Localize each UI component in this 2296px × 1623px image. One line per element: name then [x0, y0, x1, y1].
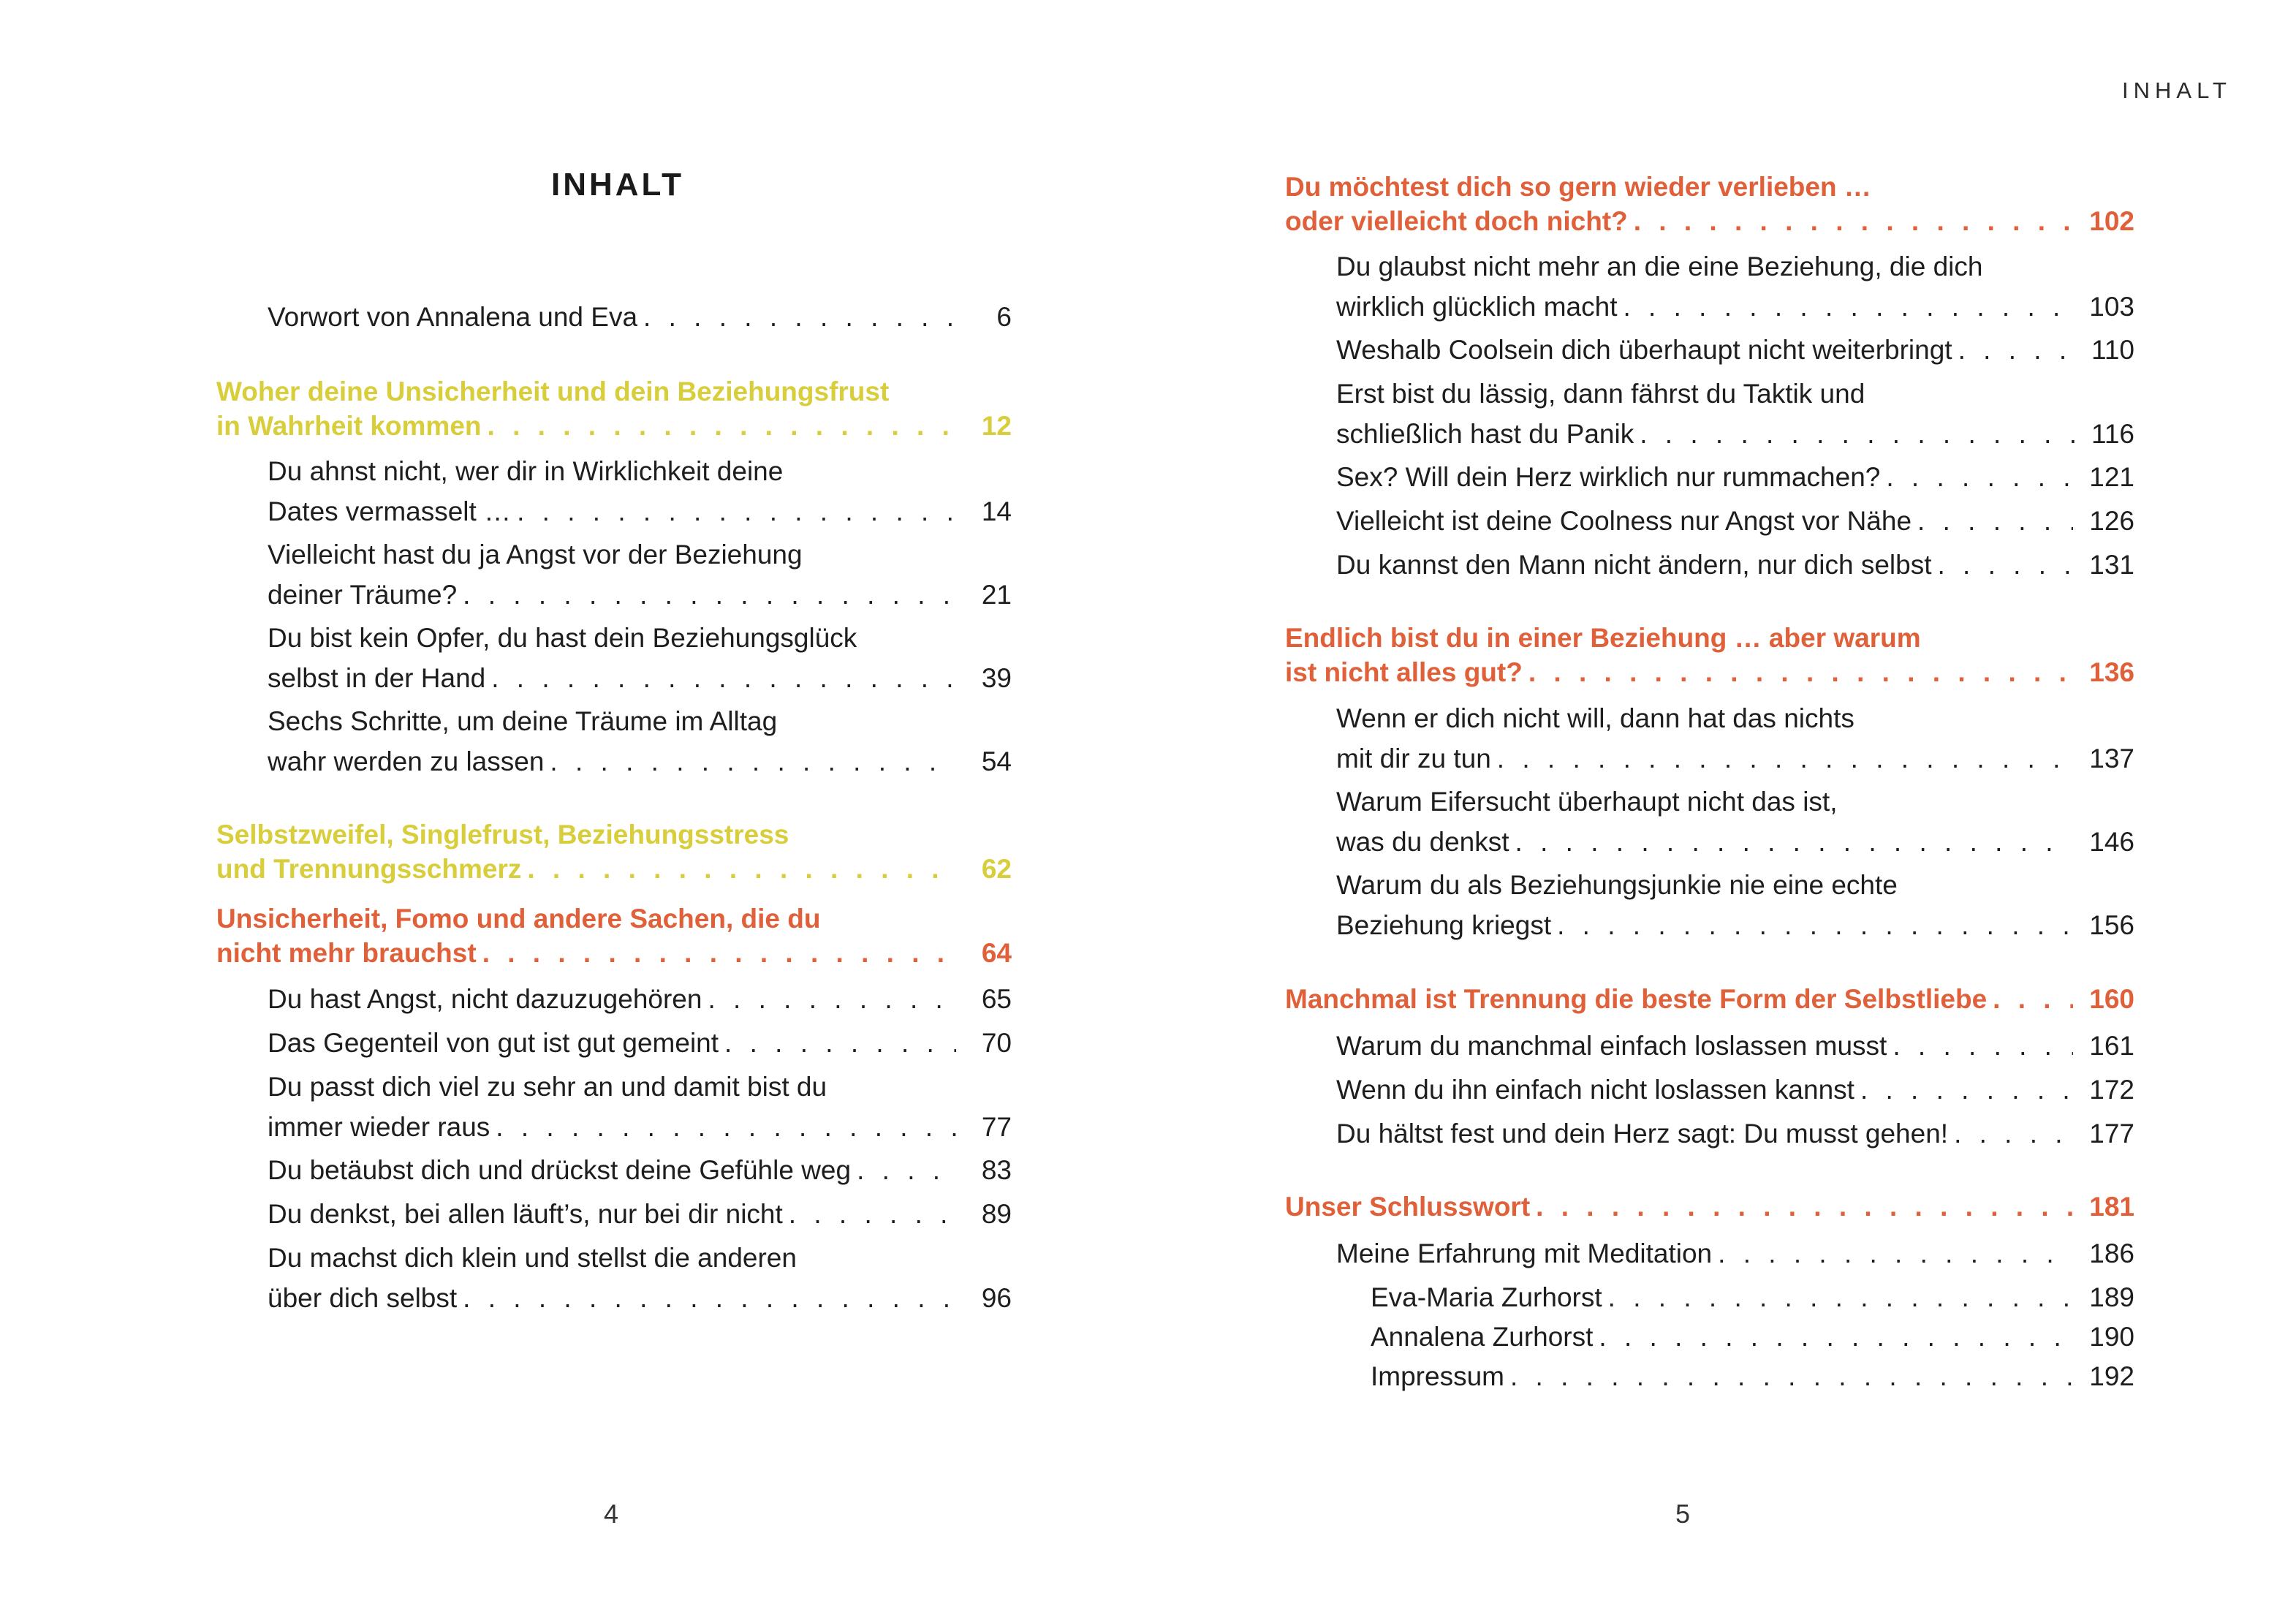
toc-page-number: 12	[981, 411, 1012, 441]
toc-page-number: 70	[981, 1028, 1012, 1058]
toc-section-1	[216, 371, 1012, 446]
toc-entry-text: Sex? Will dein Herz wirklich nur rummachen?	[1336, 462, 1881, 492]
toc-section-2	[216, 814, 1012, 889]
toc-page-number: 189	[2089, 1282, 2134, 1312]
toc-chapter-1	[216, 898, 1012, 973]
toc-entry-text: Sechs Schritte, um deine Träume im Alltag	[268, 706, 778, 736]
toc-page-number: 110	[2091, 335, 2134, 365]
leader-dots	[1948, 1113, 2073, 1154]
toc-entry-text: Du passt dich viel zu sehr an und damit bist du	[268, 1072, 827, 1102]
toc-entry-text: Weshalb Coolsein dich überhaupt nicht weiterbringt	[1336, 335, 1952, 365]
toc-entry-text: Dates vermasselt …	[268, 496, 512, 526]
toc-entry-text: Warum du manchmal einfach loslassen musst	[1336, 1031, 1887, 1061]
toc-entry	[268, 1150, 1012, 1190]
toc-page-number: 131	[2089, 550, 2134, 580]
toc-entry-text: Wenn du ihn einfach nicht loslassen kannst	[1336, 1075, 1854, 1105]
toc-chapter-5	[1285, 1187, 2134, 1227]
toc-entry-text: schließlich hast du Panik	[1336, 419, 1634, 449]
toc-entry	[1336, 330, 2134, 370]
toc-page-number: 6	[996, 302, 1012, 332]
toc-page-number: 77	[981, 1112, 1012, 1142]
toc-page-number: 65	[981, 984, 1012, 1014]
toc-entry	[1371, 1277, 2134, 1317]
toc-entry	[268, 451, 1012, 531]
toc-entry-text: Du bist kein Opfer, du hast dein Beziehungsglück	[268, 623, 857, 653]
leader-dots	[1551, 905, 2073, 945]
toc-entry-text: Vorwort von Annalena und Eva	[268, 302, 638, 332]
toc-entry	[268, 1023, 1012, 1063]
toc-entry-text: Du ahnst nicht, wer dir in Wirklichkeit deine	[268, 456, 784, 486]
leader-dots	[1618, 287, 2074, 327]
toc-page-number: 146	[2089, 827, 2134, 857]
toc-entry	[1336, 1113, 2134, 1154]
leader-dots	[485, 658, 956, 698]
toc-entry-text: Manchmal ist Trennung die beste Form der Selbstliebe	[1285, 984, 1988, 1014]
toc-entry	[1371, 1356, 2134, 1396]
toc-entry-text: Unser Schlusswort	[1285, 1192, 1531, 1222]
toc-entry	[1336, 457, 2134, 497]
toc-entry-text: Du glaubst nicht mehr an die eine Beziehung, die dich	[1336, 251, 1983, 281]
leader-dots	[490, 1107, 956, 1147]
toc-entry	[1336, 246, 2134, 327]
toc-entry-text: Endlich bist du in einer Beziehung … aber warum	[1285, 623, 1921, 653]
leader-dots	[1491, 738, 2073, 779]
leader-dots	[1912, 501, 2073, 541]
toc-page-number: 181	[2089, 1192, 2134, 1222]
toc-entry-text: Du machst dich klein und stellst die anderen	[268, 1243, 797, 1273]
running-head: INHALT	[2122, 77, 2232, 103]
toc-entry-text: Woher deine Unsicherheit und dein Beziehungsfrust	[216, 377, 890, 406]
leader-dots	[1712, 1233, 2073, 1274]
leader-dots	[1854, 1070, 2073, 1110]
toc-entry	[1336, 1026, 2134, 1066]
toc-entry-text: Du denkst, bei allen läuft’s, nur bei dir nicht	[268, 1199, 783, 1229]
toc-page-number: 160	[2089, 984, 2134, 1014]
leader-dots	[1880, 457, 2073, 497]
toc-page-number: 137	[2089, 744, 2134, 773]
toc-entry	[1336, 545, 2134, 585]
toc-entry-text: immer wieder raus	[268, 1112, 490, 1142]
toc-entry-text: Erst bist du lässig, dann fährst du Taktik und	[1336, 379, 1865, 409]
leader-dots	[1530, 1187, 2073, 1227]
toc-page-number: 156	[2089, 910, 2134, 940]
toc-entry-text: selbst in der Hand	[268, 663, 486, 693]
toc-entry-text: Warum du als Beziehungsjunkie nie eine echte	[1336, 870, 1898, 900]
toc-entry-text: Impressum	[1371, 1361, 1504, 1391]
toc-page-number: 103	[2089, 292, 2134, 322]
toc-entry-text: Unsicherheit, Fomo und andere Sachen, die du	[216, 904, 821, 934]
toc-entry-text: mit dir zu tun	[1336, 744, 1491, 773]
toc-page-number: 39	[981, 663, 1012, 693]
toc-entry-text: Vielleicht hast du ja Angst vor der Beziehung	[268, 540, 803, 570]
toc-page-number: 190	[2089, 1322, 2134, 1352]
leader-dots	[719, 1023, 956, 1063]
toc-entry	[1336, 1070, 2134, 1110]
toc-entry-text: Das Gegenteil von gut ist gut gemeint	[268, 1028, 719, 1058]
toc-entry-text: Meine Erfahrung mit Meditation	[1336, 1238, 1713, 1268]
toc-entry	[268, 1238, 1012, 1318]
leader-dots	[544, 741, 956, 782]
leader-dots	[1523, 652, 2073, 692]
toc-entry-text: deiner Träume?	[268, 580, 458, 610]
leader-dots	[1593, 1317, 2073, 1357]
leader-dots	[1932, 545, 2074, 585]
toc-entry	[1371, 1317, 2134, 1357]
toc-chapter-3	[1285, 618, 2134, 692]
toc-entry-text: Du kannst den Mann nicht ändern, nur dich selbst	[1336, 550, 1932, 580]
leader-dots	[1602, 1277, 2074, 1317]
leader-dots	[1987, 979, 2073, 1019]
page-number: 4	[604, 1499, 619, 1529]
toc-page-number: 121	[2089, 462, 2134, 492]
toc-entry	[1336, 501, 2134, 541]
toc-page-number: 89	[981, 1199, 1012, 1229]
page-title: INHALT	[550, 167, 685, 203]
toc-page-number: 172	[2089, 1075, 2134, 1105]
leader-dots	[783, 1194, 956, 1234]
toc-entry-text: Annalena Zurhorst	[1371, 1322, 1594, 1352]
toc-entry-text: was du denkst	[1336, 827, 1509, 857]
toc-entry-text: Beziehung kriegst	[1336, 910, 1552, 940]
toc-entry-text: Du hast Angst, nicht dazuzugehören	[268, 984, 702, 1014]
toc-entry-text: wirklich glücklich macht	[1336, 292, 1618, 322]
toc-entry	[268, 534, 1012, 615]
toc-entry-text: wahr werden zu lassen	[268, 746, 545, 776]
toc-page-number: 14	[981, 496, 1012, 526]
toc-page-number: 116	[2091, 419, 2134, 449]
leader-dots	[702, 979, 956, 1019]
toc-page-number: 161	[2089, 1031, 2134, 1061]
toc-entry-text: Warum Eifersucht überhaupt nicht das ist,	[1336, 787, 1838, 817]
toc-entry-text: und Trennungsschmerz	[216, 854, 522, 884]
toc-page-number: 186	[2089, 1238, 2134, 1268]
toc-page-number: 192	[2089, 1361, 2134, 1391]
leader-dots	[511, 491, 956, 531]
leader-dots	[1504, 1356, 2073, 1396]
toc-entry-text: Vielleicht ist deine Coolness nur Angst vor Nähe	[1336, 506, 1912, 536]
toc-page-number: 136	[2089, 657, 2134, 687]
toc-page-number: 21	[981, 580, 1012, 610]
toc-chapter-2	[1285, 167, 2134, 241]
toc-entry-text: Du hältst fest und dein Herz sagt: Du musst gehen!	[1336, 1119, 1949, 1149]
toc-entry-text: Selbstzweifel, Singlefrust, Beziehungsstress	[216, 820, 789, 850]
toc-entry-text: Wenn er dich nicht will, dann hat das nichts	[1336, 703, 1854, 733]
toc-page-number: 64	[981, 938, 1012, 968]
toc-page-number: 102	[2089, 206, 2134, 236]
toc-entry	[268, 618, 1012, 698]
leader-dots	[457, 575, 956, 615]
leader-dots	[477, 933, 956, 973]
toc-entry-text: nicht mehr brauchst	[216, 938, 477, 968]
leader-dots	[457, 1278, 956, 1318]
toc-entry-text: oder vielleicht doch nicht?	[1285, 206, 1628, 236]
leader-dots	[482, 406, 956, 446]
toc-entry	[1336, 1233, 2134, 1274]
leader-dots	[1887, 1026, 2073, 1066]
page-number: 5	[1675, 1499, 1691, 1529]
leader-dots	[1952, 330, 2075, 370]
toc-entry	[268, 1067, 1012, 1147]
leader-dots	[1628, 201, 2074, 241]
toc-page-number: 126	[2089, 506, 2134, 536]
toc-entry	[1336, 865, 2134, 945]
toc-entry	[268, 979, 1012, 1019]
leader-dots	[851, 1150, 956, 1190]
toc-entry-text: in Wahrheit kommen	[216, 411, 482, 441]
toc-page-number: 62	[981, 854, 1012, 884]
toc-page-number: 54	[981, 746, 1012, 776]
right-page	[1148, 0, 2296, 1623]
toc-entry-text: Du möchtest dich so gern wieder verlieben …	[1285, 172, 1871, 202]
toc-page-number: 177	[2089, 1119, 2134, 1149]
toc-entry-text: ist nicht alles gut?	[1285, 657, 1523, 687]
toc-entry	[1336, 782, 2134, 862]
leader-dots	[637, 297, 956, 337]
toc-chapter-4	[1285, 979, 2134, 1019]
leader-dots	[1634, 414, 2075, 454]
toc-page-number: 96	[981, 1283, 1012, 1313]
toc-entry	[1336, 698, 2134, 779]
leader-dots	[1509, 822, 2074, 862]
toc-entry-foreword	[268, 297, 1012, 337]
toc-entry-text: über dich selbst	[268, 1283, 458, 1313]
toc-page-number: 83	[981, 1155, 1012, 1185]
toc-entry-text: Eva-Maria Zurhorst	[1371, 1282, 1602, 1312]
toc-entry	[268, 1194, 1012, 1234]
toc-entry	[1336, 374, 2134, 454]
leader-dots	[521, 849, 956, 889]
toc-entry-text: Du betäubst dich und drückst deine Gefühle weg	[268, 1155, 852, 1185]
toc-entry	[268, 701, 1012, 782]
